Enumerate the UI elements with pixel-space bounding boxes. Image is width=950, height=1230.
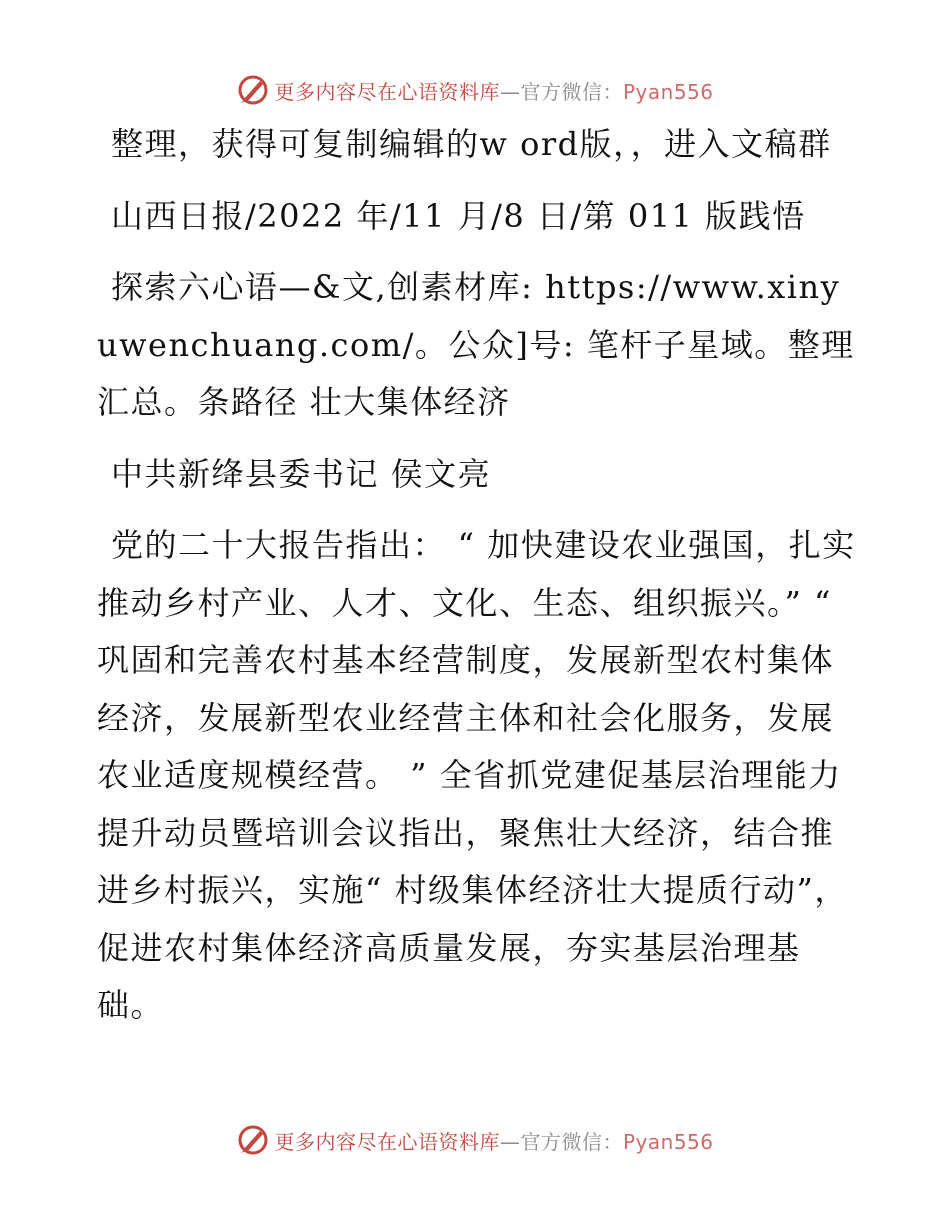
pen-logo-icon xyxy=(236,73,270,107)
watermark-text: 更多内容尽在心语资料库—官方微信：Pyan556 xyxy=(274,79,714,104)
paragraph-title: 探索六心语—&文,创素材库: https://www.xinyuwenchuang.com/。公众]号: 笔杆子星域。整理汇总。条路径 壮大集体经济 xyxy=(97,268,855,421)
paragraph-main: 党的二十大报告指出： “ 加快建设农业强国，扎实推动乡村产业、人才、文化、生态、组织振兴。” “ 巩固和完善农村基本经营制度，发展新型农村集体经济，发展新型农业经营主体和社会化服务，发展农业适度规模经营。 ” 全省抓党建促基层治理能力提升动员暨培训会议指出，聚焦壮大经济，结合推进乡村振兴，实施“ 村级集体经济壮大提质行动”，促进农村集体经济高质量发展，夯实基层治理基础。 xyxy=(97,526,856,1024)
watermark-text: 更多内容尽在心语资料库—官方微信：Pyan556 xyxy=(274,1129,714,1154)
document-body xyxy=(97,116,857,1035)
pen-logo-icon xyxy=(236,1123,270,1157)
watermark-banner-bottom xyxy=(0,1120,950,1160)
watermark-banner-top xyxy=(0,70,950,110)
paragraph-source: 山西日报/2022 年/11 月/8 日/第 011 版践悟 xyxy=(111,196,806,235)
paragraph-intro: 整理，获得可复制编辑的w ord版，，进入文稿群 xyxy=(111,125,832,163)
paragraph-author: 中共新绛县委书记 侯文亮 xyxy=(111,454,492,493)
